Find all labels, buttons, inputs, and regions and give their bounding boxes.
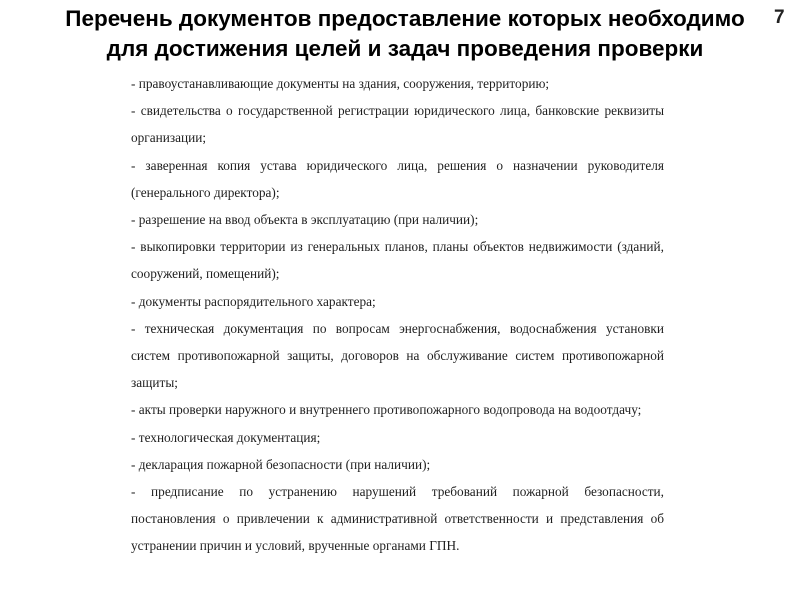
slide-title-line-1: Перечень документов предоставление которых необходимо	[65, 6, 745, 31]
document-list-item: - свидетельства о государственной регистрации юридического лица, банковские реквизиты организации;	[131, 103, 664, 146]
document-list	[131, 70, 664, 560]
page-number: 7	[774, 7, 785, 28]
document-list-item: - заверенная копия устава юридического лица, решения о назначении руководителя (генерального директора);	[131, 157, 664, 200]
document-list-item: - декларация пожарной безопасности (при наличии);	[131, 456, 431, 472]
document-list-item: - выкопировки территории из генеральных планов, планы объектов недвижимости (зданий, сооружений, помещений);	[131, 239, 664, 282]
document-list-item: - техническая документация по вопросам энергоснабжения, водоснабжения установки систем противопожарной защиты, договоров на обслуживание систем противопожарной защиты;	[131, 320, 664, 391]
document-list-item: - технологическая документация;	[131, 429, 321, 445]
document-list-item: - акты проверки наружного и внутреннего противопожарного водопровода на водоотдачу;	[131, 402, 642, 418]
document-list-item: - правоустанавливающие документы на здания, сооружения, территорию;	[131, 76, 550, 91]
document-list-item: - предписание по устранению нарушений требований пожарной безопасности, постановления о привлечении к административной ответственности и представления об устранении причин и условий, врученные органами ГПН.	[131, 484, 664, 554]
document-list-item: - документы распорядительного характера;	[131, 293, 376, 309]
document-list-item: - разрешение на ввод объекта в эксплуатацию (при наличии);	[131, 212, 479, 228]
slide-title-line-2: для достижения целей и задач проведения проверки	[106, 36, 704, 61]
slide-title	[40, 4, 770, 64]
